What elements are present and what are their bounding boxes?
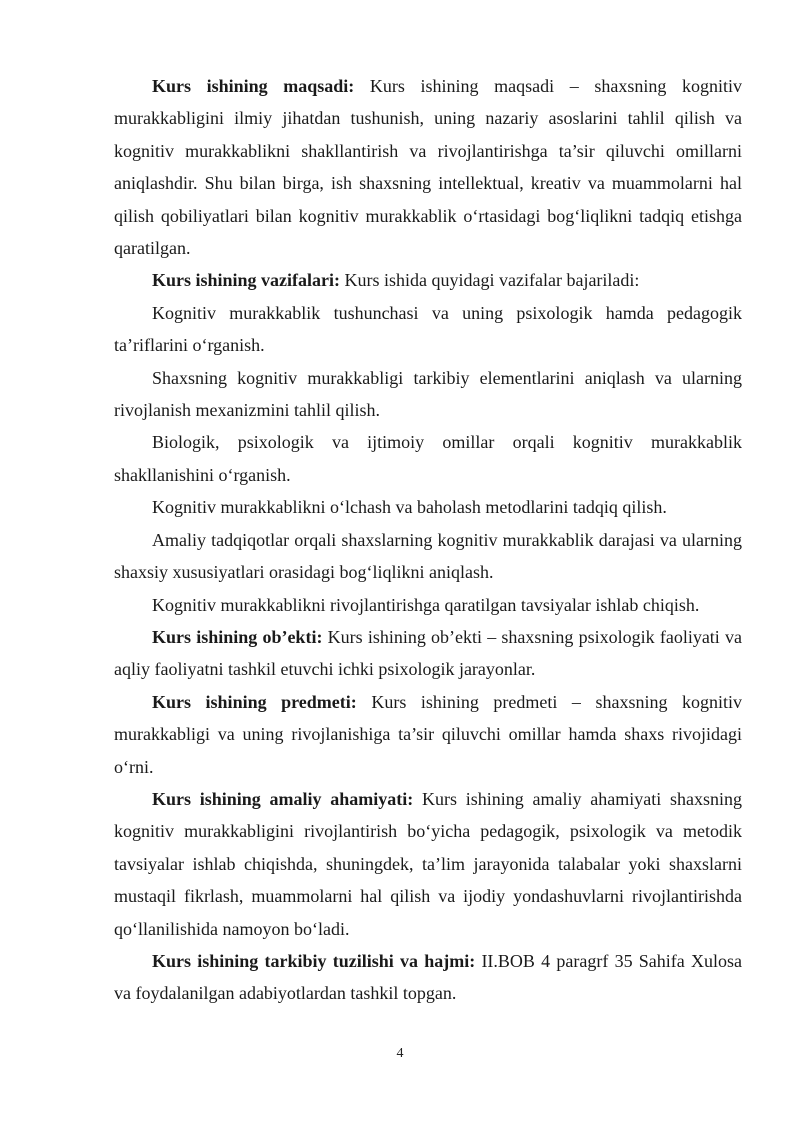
paragraph-structure	[114, 945, 742, 1010]
paragraph-practical-importance	[114, 783, 742, 945]
task-item-1: Kognitiv murakkablik tushunchasi va uning psixologik hamda pedagogik ta’riflarini o‘rganish.	[114, 302, 742, 356]
heading-practical-importance: Kurs ishining amaliy ahamiyati:	[152, 788, 414, 809]
heading-tasks: Kurs ishining vazifalari:	[152, 270, 341, 291]
task-item-3: Biologik, psixologik va ijtimoiy omillar orqali kognitiv murakkablik shakllanishini o‘rganish.	[114, 432, 742, 485]
page-body	[114, 70, 742, 1010]
task-item-5: Amaliy tadqiqotlar orqali shaxslarning kognitiv murakkablik darajasi va ularning shaxsiy xususiyatlari orasidagi bog‘liqlikni aniqlash.	[114, 529, 742, 583]
paragraph-subject	[114, 686, 742, 783]
text-structure: II.BOB 4 paragrf 35 Sahifa Xulosa va foydalanilgan adabiyotlardan tashkil topgan.	[114, 950, 743, 1004]
text-tasks: Kurs ishida quyidagi vazifalar bajariladi:	[344, 270, 640, 291]
text-subject: Kurs ishining predmeti – shaxsning kognitiv murakkabligi va uning rivojlanishiga ta’sir qiluvchi omillar hamda shaxs rivojidagi o‘rni.	[114, 691, 743, 777]
task-item-2: Shaxsning kognitiv murakkabligi tarkibiy elementlarini aniqlash va ularning rivojlanish mexanizmini tahlil qilish.	[114, 367, 742, 421]
page-number: 4	[396, 1046, 404, 1061]
text-goal: Kurs ishining maqsadi – shaxsning kognitiv murakkabligini ilmiy jihatdan tushunish, uning nazariy asoslarini tahlil qilish va kognitiv murakkablikni shakllantirish va rivojlantirishga ta’sir qiluvchi omillarni aniqlashdir. Shu bilan birga, ish shaxsning intellektual, kreativ va muammolarni hal qilish qobiliyatlari bilan kognitiv murakkablik o‘rtasidagi bog‘liqlikni tadqiq etishga qaratilgan.	[114, 76, 743, 259]
heading-structure: Kurs ishining tarkibiy tuzilishi va hajmi:	[152, 950, 476, 971]
paragraph-object	[114, 621, 742, 686]
heading-object: Kurs ishining ob’ekti:	[152, 626, 323, 647]
heading-subject: Kurs ishining predmeti:	[152, 691, 357, 712]
paragraph-tasks	[114, 264, 742, 296]
task-item-6: Kognitiv murakkablikni rivojlantirishga qaratilgan tavsiyalar ishlab chiqish.	[152, 594, 700, 615]
heading-goal: Kurs ishining maqsadi:	[152, 76, 355, 96]
task-item-4: Kognitiv murakkablikni o‘lchash va baholash metodlarini tadqiq qilish.	[152, 497, 667, 518]
text-practical-importance: Kurs ishining amaliy ahamiyati shaxsning kognitiv murakkabligini rivojlantirish bo‘yicha pedagogik, psixologik va metodik tavsiyalar ishlab chiqishda, shuningdek, ta’lim jarayonida talabalar yoki shaxslarni mustaqil fikrlash, muammolarni hal qilish va ijodiy yondashuvlarni rivojlantirishda qo‘llanilishida namoyon bo‘ladi.	[114, 788, 742, 939]
text-object: Kurs ishining ob’ekti – shaxsning psixologik faoliyati va aqliy faoliyatni tashkil etuvchi ichki psixologik jarayonlar.	[114, 626, 742, 680]
paragraph-goal	[114, 70, 742, 264]
